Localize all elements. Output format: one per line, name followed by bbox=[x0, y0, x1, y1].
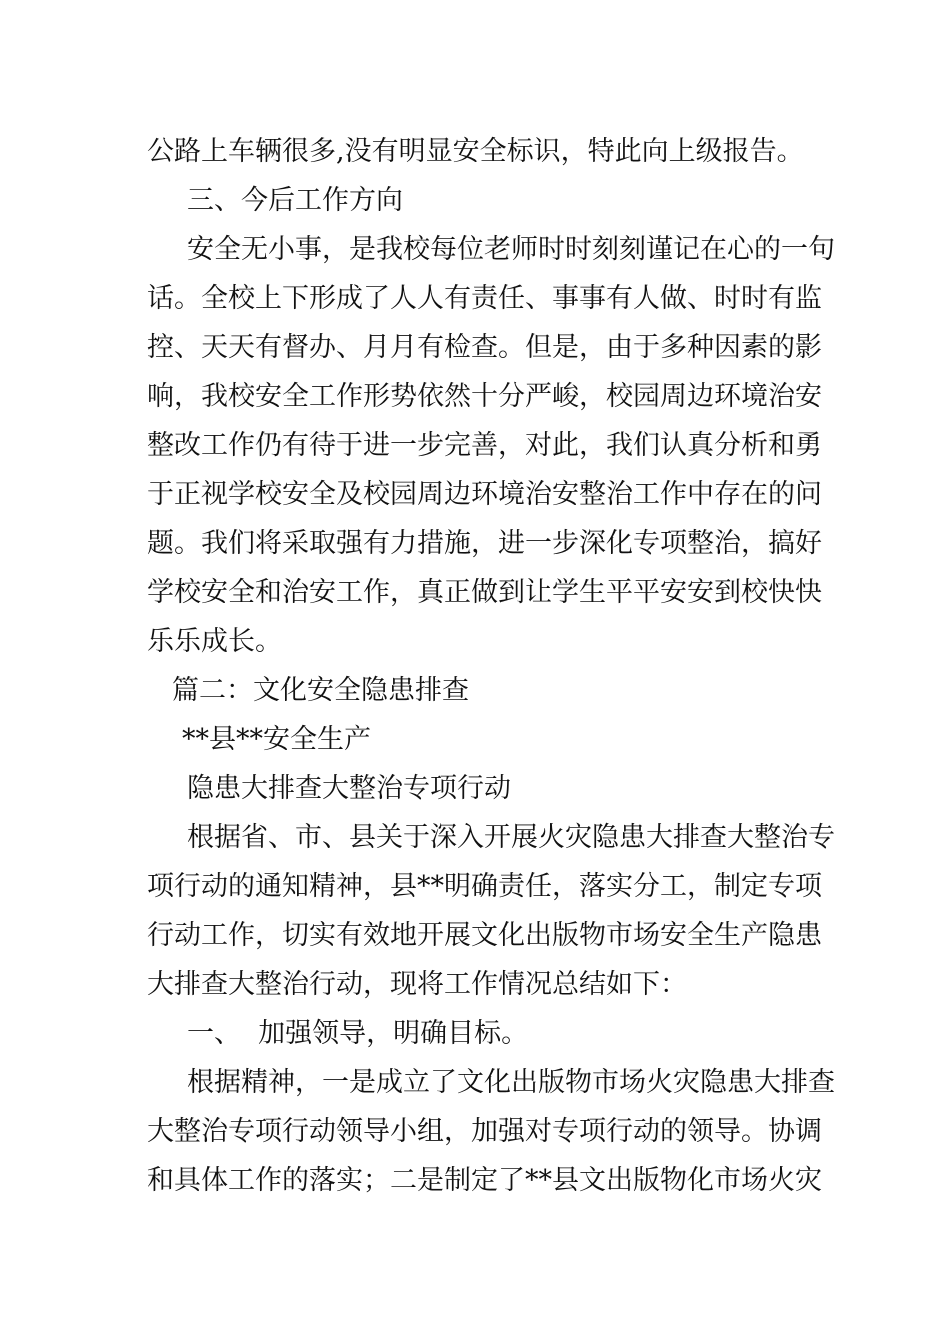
text-line-5: 控、天天有督办、月月有检查。但是，由于多种因素的影 bbox=[147, 332, 822, 363]
chapter-heading: 篇二：文化安全隐患排查 bbox=[172, 675, 469, 706]
text-line-7: 整改工作仍有待于进一步完善，对此，我们认真分析和勇 bbox=[147, 430, 822, 461]
subtitle-line-1: **县**安全生产 bbox=[182, 724, 371, 755]
text-line-11: 乐乐成长。 bbox=[147, 626, 282, 657]
text-line-15: 根据省、市、县关于深入开展火灾隐患大排查大整治专 bbox=[187, 822, 835, 853]
text-line-20: 根据精神，一是成立了文化出版物市场火灾隐患大排查 bbox=[187, 1067, 835, 1098]
text-line-1: 公路上车辆很多,没有明显安全标识，特此向上级报告。 bbox=[147, 136, 804, 167]
text-line-22: 和具体工作的落实；二是制定了**县文出版物化市场火灾 bbox=[147, 1165, 822, 1196]
text-line-6: 响，我校安全工作形势依然十分严峻，校园周边环境治安 bbox=[147, 381, 822, 412]
text-line-21: 大整治专项行动领导小组，加强对专项行动的领导。协调 bbox=[147, 1116, 822, 1147]
text-line-16: 项行动的通知精神，县**明确责任，落实分工，制定专项 bbox=[147, 871, 822, 902]
text-line-8: 于正视学校安全及校园周边环境治安整治工作中存在的问 bbox=[147, 479, 822, 510]
text-line-18: 大排查大整治行动，现将工作情况总结如下： bbox=[147, 969, 687, 1000]
text-line-4: 话。全校上下形成了人人有责任、事事有人做、时时有监 bbox=[147, 283, 822, 314]
text-line-3: 安全无小事，是我校每位老师时时刻刻谨记在心的一句 bbox=[187, 234, 835, 265]
text-line-17: 行动工作，切实有效地开展文化出版物市场安全生产隐患 bbox=[147, 920, 822, 951]
section-heading-2: 一、 加强领导，明确目标。 bbox=[187, 1018, 529, 1049]
text-line-9: 题。我们将采取强有力措施，进一步深化专项整治，搞好 bbox=[147, 528, 822, 559]
section-heading: 三、今后工作方向 bbox=[187, 185, 403, 216]
subtitle-line-2: 隐患大排查大整治专项行动 bbox=[187, 773, 511, 804]
text-line-10: 学校安全和治安工作，真正做到让学生平平安安到校快快 bbox=[147, 577, 822, 608]
